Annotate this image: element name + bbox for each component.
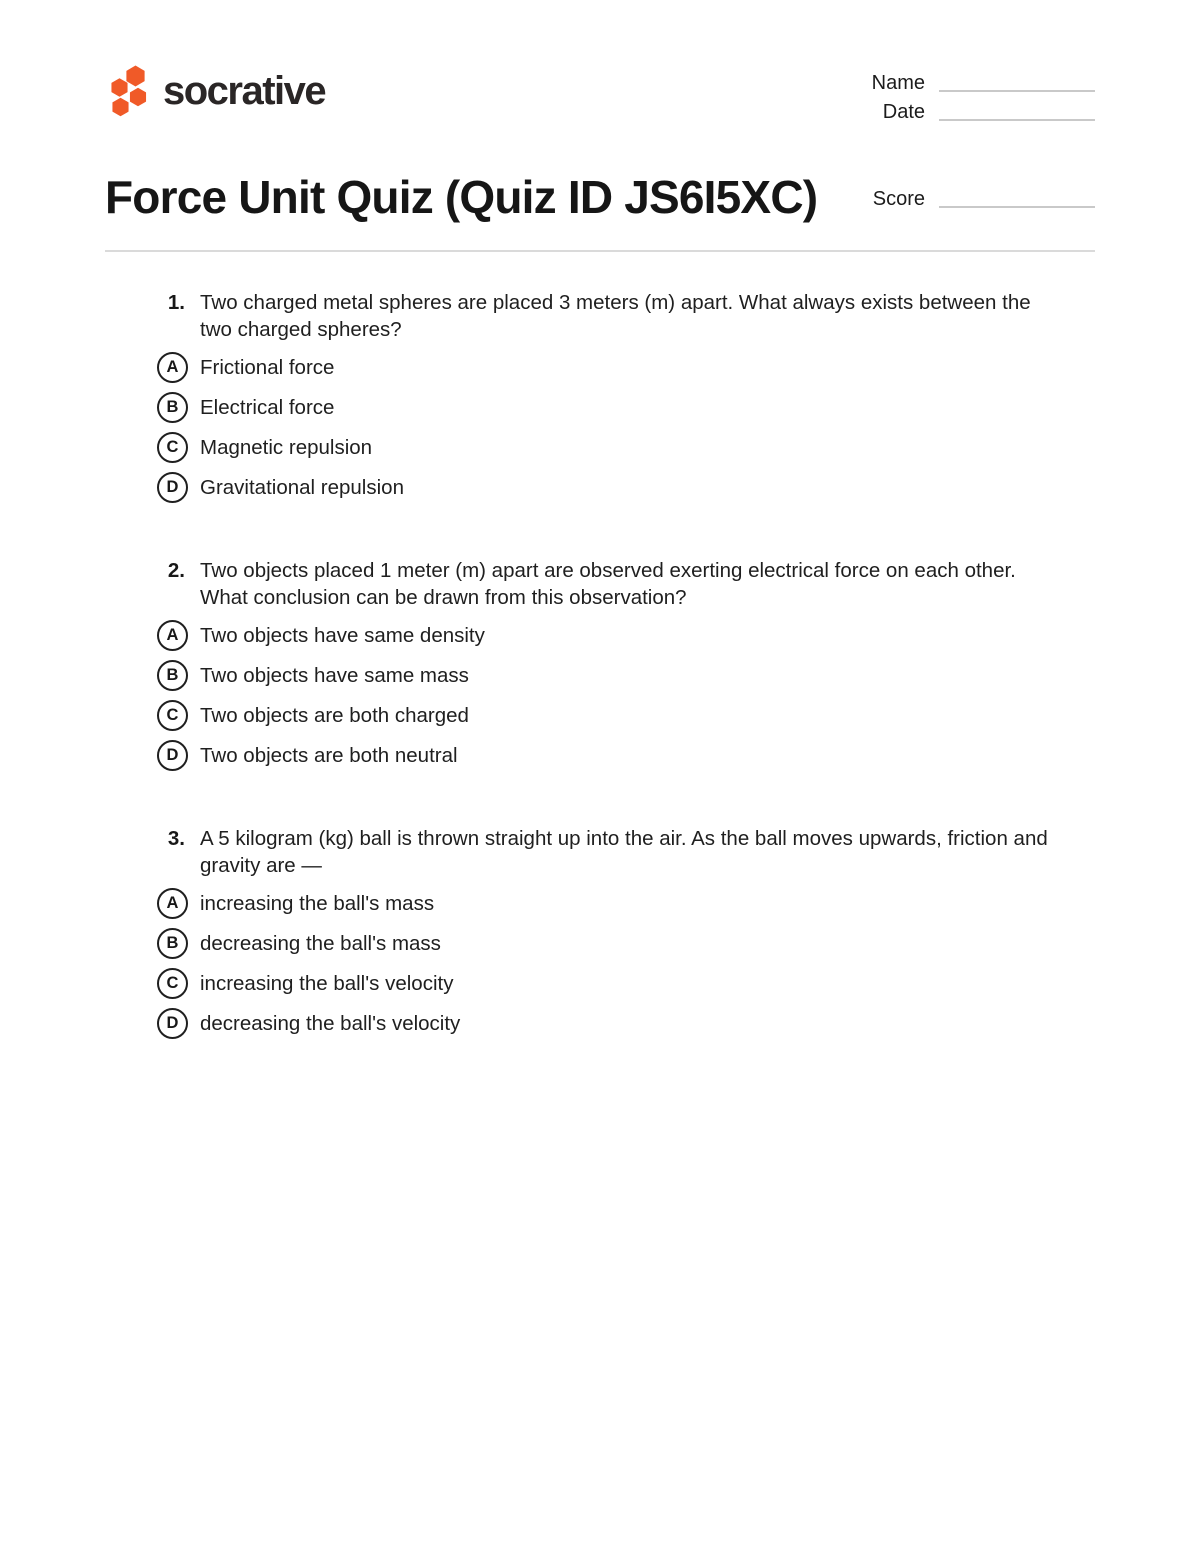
answer-option xyxy=(105,1008,1095,1039)
date-label: Date xyxy=(882,101,925,123)
answer-option xyxy=(105,392,1095,423)
answer-option xyxy=(105,968,1095,999)
question-text: A 5 kilogram (kg) ball is thrown straight up into the air. As the ball moves upwards, friction and gravity are — xyxy=(200,826,1048,877)
question-number: 3. xyxy=(167,826,185,850)
name-blank-line xyxy=(939,90,1095,92)
option-text: Frictional force xyxy=(200,355,335,379)
option-text: increasing the ball's mass xyxy=(200,891,435,915)
score-blank-line xyxy=(939,206,1095,208)
answer-option xyxy=(105,740,1095,771)
question-2-head xyxy=(105,557,1095,611)
option-text: Electrical force xyxy=(200,395,335,419)
option-text: Gravitational repulsion xyxy=(200,475,404,499)
choice-bubble: C xyxy=(157,700,188,731)
logo-hexagons-icon xyxy=(105,64,149,118)
question-1-options xyxy=(105,352,1095,503)
choice-bubble: C xyxy=(157,968,188,999)
question-list xyxy=(0,289,1200,1039)
choice-bubble: C xyxy=(157,432,188,463)
choice-bubble: D xyxy=(157,472,188,503)
quiz-title: Force Unit Quiz (Quiz ID JS6I5XC) xyxy=(105,171,818,223)
question-text: Two charged metal spheres are placed 3 meters (m) apart. What always exists between the two charged spheres? xyxy=(200,290,1031,341)
option-text: Two objects are both charged xyxy=(200,703,469,727)
date-blank-line xyxy=(939,119,1095,121)
question-3-head xyxy=(105,825,1095,879)
answer-option xyxy=(105,432,1095,463)
question-1 xyxy=(105,289,1095,503)
choice-bubble: B xyxy=(157,928,188,959)
choice-bubble: A xyxy=(157,620,188,651)
choice-bubble: D xyxy=(157,1008,188,1039)
date-field xyxy=(870,101,1095,124)
question-1-head xyxy=(105,289,1095,343)
choice-bubble: B xyxy=(157,660,188,691)
title-row xyxy=(0,172,1200,223)
option-text: Magnetic repulsion xyxy=(200,435,373,459)
header-fill-in-fields xyxy=(870,72,1095,130)
name-field xyxy=(870,72,1095,95)
question-2 xyxy=(105,557,1095,771)
option-text: decreasing the ball's mass xyxy=(200,931,441,955)
score-field xyxy=(870,188,1095,211)
socrative-logo xyxy=(105,64,325,118)
choice-bubble: D xyxy=(157,740,188,771)
option-text: increasing the ball's velocity xyxy=(200,971,454,995)
answer-option xyxy=(105,660,1095,691)
question-text: Two objects placed 1 meter (m) apart are observed exerting electrical force on each other. What conclusion can be drawn from this observation? xyxy=(200,558,1016,609)
score-field-wrap xyxy=(870,188,1095,217)
option-text: Two objects are both neutral xyxy=(200,743,458,767)
option-text: decreasing the ball's velocity xyxy=(200,1011,461,1035)
question-number: 2. xyxy=(167,558,185,582)
question-3-options xyxy=(105,888,1095,1039)
choice-bubble: A xyxy=(157,352,188,383)
option-text: Two objects have same density xyxy=(200,623,485,647)
logo-wordmark: socrative xyxy=(163,69,326,113)
question-2-options xyxy=(105,620,1095,771)
answer-option xyxy=(105,472,1095,503)
answer-option xyxy=(105,620,1095,651)
header xyxy=(0,0,1200,130)
question-3 xyxy=(105,825,1095,1039)
answer-option xyxy=(105,700,1095,731)
answer-option xyxy=(105,352,1095,383)
choice-bubble: A xyxy=(157,888,188,919)
question-number: 1. xyxy=(167,290,185,314)
option-text: Two objects have same mass xyxy=(200,663,469,687)
choice-bubble: B xyxy=(157,392,188,423)
name-label: Name xyxy=(871,72,925,94)
header-divider xyxy=(105,250,1095,252)
score-label: Score xyxy=(872,188,925,210)
answer-option xyxy=(105,928,1095,959)
answer-option xyxy=(105,888,1095,919)
